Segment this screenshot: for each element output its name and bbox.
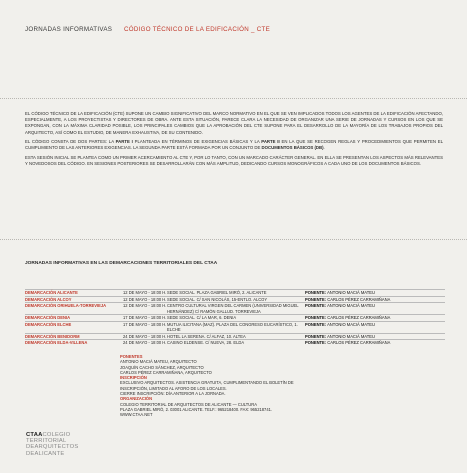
- session-venue: HOTEL LA SERENA. C/ ALFAZ, 10. ALTEA: [167, 333, 305, 340]
- session-date: 17 DE MAYO - 18:00 H.: [123, 321, 167, 333]
- session-date: 12 DE MAYO - 18:00 H.: [123, 303, 167, 315]
- session-date: 24 DE MAYO - 18:00 H.: [123, 340, 167, 345]
- demarcacion-name: DEMARCACIÓN ALICANTE: [25, 290, 123, 297]
- demarcacion-name: DEMARCACIÓN ELCHE: [25, 321, 123, 333]
- header-right-title: CÓDIGO TÉCNICO DE LA EDIFICACIÓN _ CTE: [124, 26, 271, 33]
- schedule-row: [25, 303, 445, 315]
- organizacion-line: PLAZA GABRIEL MIRÓ, 2. 03001 ALICANTE. TELF.: 965218400. FAX: 965218741.: [120, 406, 273, 412]
- session-date: 12 DE MAYO - 18:00 H.: [123, 290, 167, 295]
- organizacion-line: WWW.CTAA.NET: [120, 412, 153, 418]
- session-venue: SEDE SOCIAL. C/ LA MAR, 6. DENIA: [167, 315, 305, 322]
- session-venue: MUTUA ILICITANA (MAZ). PLAZA DEL CONGRESO EUCARÍSTICO, 1. ELCHE: [167, 321, 305, 333]
- inscripcion-line: INSCRIPCIÓN, LIMITADO AL AFORO DE LOS LOCALES.: [120, 385, 227, 391]
- parte-i: PARTE I: [115, 139, 133, 145]
- intro-paragraph-1: EL CÓDIGO TÉCNICO DE LA EDIFICACIÓN (CTE) SUPONE UN CAMBIO SIGNIFICATIVO DEL MARCO NORMATIVO EN EL QUE SE VEN IMPLICADOS TODOS LOS AGENTES DE LA EDIFICACIÓN AFECTANDO, ESPECIALMENTE, A LOS PROYECTISTAS Y DIRECTORES DE OBRA. ANTE ESTA SITUACIÓN, PARECE CLARA LA NECESIDAD DE ORGANIZAR UNA SERIE DE JORNADAS Y CURSOS EN LOS QUE SE EXPONGAN, CON LA MÁXIMA CLARIDAD POSIBLE, LOS PRINCIPALES CAMBIOS QUE LA APROBACIÓN DEL CTE SUPONE PARA EL DESARROLLO DE LA MAYORÍA DE LOS TRABAJOS PROPIOS DEL ARQUITECTO, ASÍ COMO EL ESTUDIO, DE MANERA EXHAUSTIVA, DE SU CONTENIDO.: [25, 111, 443, 135]
- ponentes-heading: PONENTES: [120, 354, 143, 359]
- schedule-row: [25, 340, 445, 346]
- documentos-basicos: DOCUMENTOS BÁSICOS (DB): [261, 145, 324, 151]
- demarcacion-name: DEMARCACIÓN ELDA-VILLENA: [25, 340, 123, 346]
- ponente-line: CARLOS PÉREZ CARRAMIÑANA, ARQUITECTO: [120, 369, 212, 375]
- session-venue: SEDE SOCIAL. C/ SAN NICOLÁS, 15-ENTLO. ALCOY: [167, 296, 305, 303]
- intro-paragraph-2: EL CÓDIGO CONSTA DE DOS PARTES: LA PARTE I PLANTEADA EN TÉRMINOS DE EXIGENCIAS BÁSICAS Y LA PARTE II EN LA QUE SE RECOGEN REGLAS Y PROCEDIMIENTOS QUE PERMITEN EL CUMPLIMIENTO DE LAS ANTERIORES EXIGENCIAS. LA SEGUNDA PARTE ESTÁ FORMADA POR UN CONJUNTO DE DOCUMENTOS BÁSICOS (DB).: [25, 139, 443, 151]
- session-date: 24 DE MAYO - 18:00 H.: [123, 333, 167, 339]
- schedule-table: [25, 289, 445, 346]
- inscripcion-heading: INSCRIPCIÓN: [120, 375, 147, 381]
- demarcacion-name: DEMARCACIÓN BENIDORM: [25, 333, 123, 340]
- ctaa-logo: CTAACOLEGIO TERRITORIAL DEARQUITECTOS DEALICANTE: [26, 432, 79, 457]
- schedule-row: [25, 321, 445, 333]
- demarcacion-name: DEMARCACIÓN ORIHUELA-TORREVIEJA: [25, 303, 123, 315]
- fold-line-top: [0, 98, 467, 99]
- demarcacion-name: DEMARCACIÓN ALCOY: [25, 296, 123, 303]
- ponente-line: JOAQUÍN CACHO SÁNCHEZ, ARQUITECTO: [120, 364, 204, 370]
- ponente-line: ANTONIO MACIÁ MATEU, ARQUITECTO: [120, 359, 197, 365]
- speaker: PONENTE: ANTONIO MACIÁ MATEU: [305, 290, 445, 297]
- section-title: JORNADAS INFORMATIVAS EN LAS DEMARCACIONES TERRITORIALES DEL CTAA: [25, 261, 218, 266]
- organizacion-heading: ORGANIZACIÓN: [120, 396, 153, 402]
- session-venue: CENTRO CULTURAL VIRGEN DEL CARMEN (UNIVERSIDAD MIGUEL HERNÁNDEZ) C/ RAMÓN GALLUD. TORREVIEJA: [167, 303, 305, 315]
- speaker: PONENTE: CARLOS PÉREZ CARRAMIÑANA: [305, 296, 445, 303]
- inscripcion-line: EXCLUSIVO ARQUITECTOS. ASISTENCIA GRATUITA, CUMPLIMENTANDO EL BOLETÍN DE: [120, 380, 294, 386]
- intro-paragraph-3: ESTA SESIÓN INICIAL SE PLANTEA COMO UN PRIMER ACERCAMIENTO AL CTE Y, POR LO TANTO, CON UN MARCADO CARÁCTER GENERAL. EN ELLA SE PRESENTAN LOS ASPECTOS MÁS RELEVANTES Y NOVEDOSOS DEL CÓDIGO. EN SESIONES POSTERIORES SE DESARROLLARÁN CON MÁS AMPLITUD, DEDICANDO CURSOS MONOGRÁFICOS A CADA UNO DE LOS DOCUMENTOS BÁSICOS.: [25, 155, 443, 167]
- intro-text: [25, 111, 443, 171]
- speaker: PONENTE: CARLOS PÉREZ CARRAMIÑANA: [305, 340, 445, 346]
- speaker: PONENTE: ANTONIO MACIÁ MATEU: [305, 303, 445, 315]
- session-venue: SEDE SOCIAL. PLAZA GABRIEL MIRÓ, 2. ALICANTE: [167, 290, 305, 297]
- speaker: PONENTE: ANTONIO MACIÁ MATEU: [305, 333, 445, 340]
- info-block: [120, 354, 294, 418]
- session-venue: CASINO ELDENSE. C/ NUEVA, 28. ELDA: [167, 340, 305, 346]
- speaker: PONENTE: ANTONIO MACIÁ MATEU: [305, 321, 445, 333]
- organizacion-line: COLEGIO TERRITORIAL DE ARQUITECTOS DE ALICANTE — CULTURA: [120, 401, 257, 407]
- speaker: PONENTE: CARLOS PÉREZ CARRAMIÑANA: [305, 315, 445, 322]
- demarcacion-name: DEMARCACIÓN DENIA: [25, 315, 123, 322]
- session-date: 12 DE MAYO - 18:00 H.: [123, 296, 167, 302]
- header-left-title: JORNADAS INFORMATIVAS: [25, 26, 113, 33]
- session-date: 17 DE MAYO - 18:00 H.: [123, 315, 167, 320]
- parte-ii: PARTE II: [261, 139, 280, 145]
- inscripcion-line: CIERRE INSCRIPCIÓN: DÍA ANTERIOR A LA JORNADA.: [120, 391, 226, 397]
- fold-line-bottom: [0, 239, 467, 240]
